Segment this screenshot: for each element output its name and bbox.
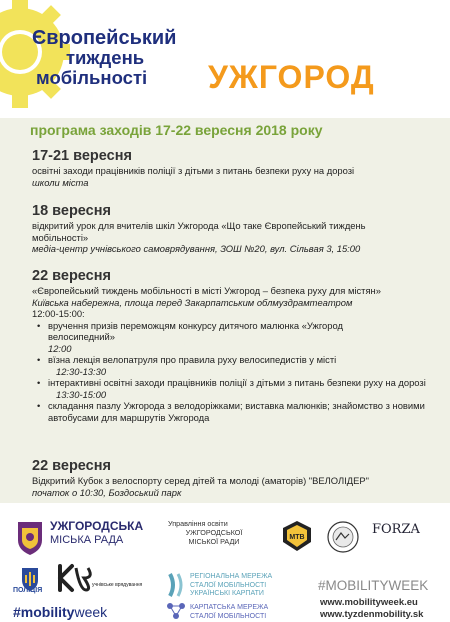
list-item-time: 12:30-13:30 bbox=[56, 365, 107, 377]
list-item-time: 13:30-15:00 bbox=[56, 388, 107, 400]
student-government-logo-icon bbox=[54, 560, 143, 598]
event-text: «Європейський тиждень мобільності в місті Ужгород – безпека руху для містян» bbox=[32, 285, 381, 296]
mobilityweek-tag: #MOBILITYWEEK bbox=[318, 578, 429, 593]
education-line-1: Управління освіти bbox=[168, 519, 228, 528]
network1-line-2: СТАЛОЇ МОБІЛЬНОСТІ bbox=[190, 581, 267, 589]
list-item-text: • інтерактивні освітні заходи працівників поліції з дітьми з питань безпеки руху на дорозі bbox=[48, 377, 426, 388]
event-block-3 bbox=[32, 268, 440, 423]
network2-line-2: СТАЛОЇ МОБІЛЬНОСТІ bbox=[190, 612, 267, 620]
event-date: 18 вересня bbox=[32, 203, 111, 219]
education-line-3: МІСЬКОЇ РАДИ bbox=[188, 537, 240, 546]
event-place: школи міста bbox=[32, 176, 89, 188]
round-emblem-icon bbox=[327, 521, 359, 553]
event-date: 22 вересня bbox=[32, 268, 111, 284]
event-block-4 bbox=[32, 458, 440, 498]
list-item-text: • складання пазлу Ужгорода з велодоріжками; виставка малюнків; знайомство з новими автобусами для маршрутів Ужгорода bbox=[48, 400, 425, 423]
title-line-2: тиждень bbox=[66, 47, 145, 68]
program-subtitle: програма заходів 17-22 вересня 2018 року bbox=[30, 122, 323, 138]
city-council-name: УЖГОРОДСЬКА bbox=[50, 519, 144, 533]
title-line-1: Європейський bbox=[32, 27, 177, 49]
police-label: ПОЛІЦІЯ bbox=[13, 587, 43, 594]
list-item bbox=[48, 320, 440, 355]
event-place: Київська набережна, площа перед Закарпатським облмуздрамтеатром bbox=[32, 296, 353, 308]
mobilityweek-hashtag bbox=[13, 604, 107, 620]
list-item bbox=[48, 354, 440, 377]
regional-network-label bbox=[190, 573, 290, 599]
event-text: Відкритий Кубок з велоспорту серед дітей та молоді (аматорів) "ВЕЛОЛІДЕР" bbox=[32, 475, 369, 486]
forza-logo: FORZA bbox=[372, 522, 420, 537]
list-item-text: • вручення призів переможцям конкурсу дитячого малюнка «Ужгород велосипедний» bbox=[48, 319, 343, 342]
event-time: 12:00-15:00: bbox=[32, 308, 85, 319]
uzhhorod-coat-of-arms-icon bbox=[14, 518, 46, 556]
event-date: 17-21 вересня bbox=[32, 148, 132, 164]
carpathian-network-label bbox=[190, 604, 290, 621]
event-title bbox=[32, 28, 176, 88]
hashtag-suffix: week bbox=[74, 604, 108, 620]
svg-text:учнівське врядування: учнівське врядування bbox=[92, 582, 143, 588]
list-item-text: • вїзна лекція велопатруля про правила руху велосипедистів у місті bbox=[48, 354, 337, 365]
hashtag-prefix: #mobility bbox=[13, 604, 75, 620]
tyzdenmobility-sk-link[interactable]: www.tyzdenmobility.sk bbox=[320, 609, 424, 620]
event-block-2 bbox=[32, 203, 440, 255]
title-line-3: мобільності bbox=[36, 67, 148, 88]
list-item-time: 12:00 bbox=[48, 342, 72, 354]
mobilityweek-eu-link[interactable]: www.mobilityweek.eu bbox=[320, 597, 418, 608]
carpathian-network-icon bbox=[166, 602, 186, 620]
event-place: медіа-центр учнівського самоврядування, ЗОШ №20, вул. Сільвая 3, 15:00 bbox=[32, 243, 361, 254]
regional-network-icon bbox=[166, 572, 186, 598]
list-item bbox=[48, 377, 440, 400]
mtb-badge-icon bbox=[281, 520, 313, 552]
education-line-2: УЖГОРОДСЬКОЇ bbox=[185, 528, 243, 537]
event-date: 22 вересня bbox=[32, 458, 111, 474]
event-text: відкритий урок для вчителів шкіл Ужгорода «Що таке Європейський тиждень мобільності» bbox=[32, 220, 366, 243]
city-name: УЖГОРОД bbox=[208, 59, 375, 95]
network1-line-3: УКРАЇНСЬКІ КАРПАТИ bbox=[190, 590, 264, 597]
education-department bbox=[168, 519, 268, 546]
city-council-subtitle: МІСЬКА РАДА bbox=[50, 534, 124, 546]
event-items-list bbox=[32, 320, 440, 424]
event-text: освітні заходи працівників поліції з дітьми з питань безпеки руху на дорозі bbox=[32, 165, 355, 176]
network2-line-1: КАРПАТСЬКА МЕРЕЖА bbox=[190, 604, 269, 611]
event-place: початок о 10:30, Боздоський парк bbox=[32, 486, 182, 498]
event-block-1 bbox=[32, 148, 440, 188]
network1-line-1: РЕГІОНАЛЬНА МЕРЕЖА bbox=[190, 573, 273, 580]
list-item bbox=[48, 400, 440, 423]
svg-text:MTB: MTB bbox=[289, 534, 305, 541]
